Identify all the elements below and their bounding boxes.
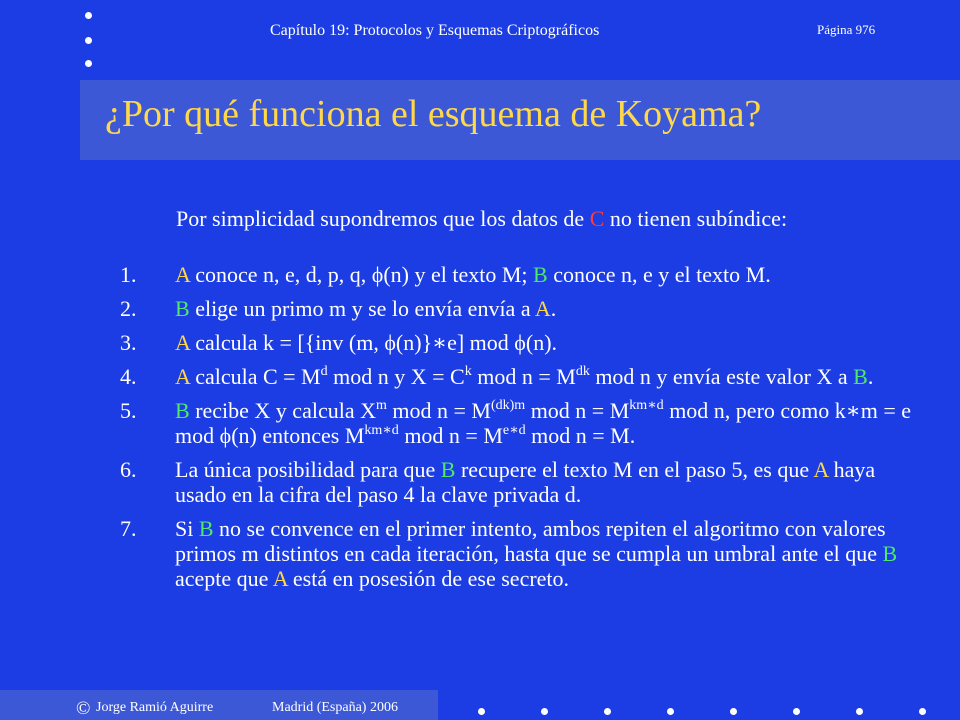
intro-text <box>176 206 787 232</box>
party-a-label: A <box>175 330 190 355</box>
footer-author: Jorge Ramió Aguirre <box>96 700 214 715</box>
step-number: 7. <box>120 516 137 541</box>
step-text: e] mod <box>447 330 515 355</box>
title-bar <box>80 80 960 160</box>
list-item <box>120 398 920 448</box>
exponent: km∗d <box>364 423 399 438</box>
party-b-label: B <box>198 516 214 541</box>
list-item <box>120 330 920 355</box>
step-number: 4. <box>120 364 137 389</box>
party-a-label: A <box>272 566 288 591</box>
decorative-dot <box>919 708 926 715</box>
decorative-dot <box>85 60 92 67</box>
list-item <box>120 364 920 389</box>
exponent: km∗d <box>629 398 664 413</box>
phi-symbol: ϕ <box>371 262 384 287</box>
step-number: 1. <box>120 262 137 287</box>
step-text: acepte que <box>175 566 273 591</box>
step-number: 5. <box>120 398 137 423</box>
exponent: m <box>375 398 387 413</box>
step-text: mod n = M <box>525 398 630 423</box>
decorative-dot <box>856 708 863 715</box>
step-text: mod n = M <box>386 398 491 423</box>
exponent: e∗d <box>502 423 526 438</box>
party-b-label: B <box>882 541 898 566</box>
exponent: d <box>320 364 328 379</box>
step-text: mod n = M <box>398 423 503 448</box>
step-text: Si <box>175 516 199 541</box>
step-text: mod n = M. <box>525 423 636 448</box>
party-a-label: A <box>175 364 190 389</box>
step-text: recibe X y calcula X <box>189 398 376 423</box>
party-a-label: A <box>534 296 551 321</box>
party-b-label: B <box>175 398 190 423</box>
step-text: m = e mod <box>175 398 912 448</box>
phi-symbol: ϕ <box>219 423 232 448</box>
slide-title: ¿Por qué funciona el esquema de Koyama? <box>105 93 762 135</box>
step-text: mod n = M <box>471 364 576 389</box>
step-number: 3. <box>120 330 137 355</box>
party-b-label: B <box>533 262 548 287</box>
decorative-dot <box>85 37 92 44</box>
steps-list <box>120 262 920 600</box>
step-text: mod n y envía este valor X a <box>589 364 854 389</box>
chapter-header: Capítulo 19: Protocolos y Esquemas Criptográficos <box>270 22 600 39</box>
multiply-symbol: ∗ <box>432 330 448 355</box>
step-text: haya usado en la cifra del paso 4 la clave privada d. <box>175 457 876 507</box>
step-text: recupere el texto M en el paso 5, es que <box>455 457 814 482</box>
exponent: k <box>464 364 472 379</box>
page-number: Página 976 <box>817 22 876 37</box>
list-item <box>120 516 920 591</box>
list-item <box>120 457 920 507</box>
step-number: 6. <box>120 457 137 482</box>
copyright-symbol: © <box>76 698 91 719</box>
list-item <box>120 262 920 287</box>
decorative-dot <box>604 708 611 715</box>
party-c-label: C <box>589 206 605 231</box>
party-b-label: B <box>175 296 190 321</box>
step-text: conoce n, e, d, p, q, <box>189 262 372 287</box>
step-number: 2. <box>120 296 137 321</box>
step-text: (n)} <box>395 330 433 355</box>
decorative-dot <box>478 708 485 715</box>
decorative-dot <box>667 708 674 715</box>
intro-before: Por simplicidad supondremos que los datos de <box>176 206 590 231</box>
decorative-dot <box>730 708 737 715</box>
step-text: (n). <box>525 330 558 355</box>
step-text: elige un primo m y se lo envía envía a <box>189 296 535 321</box>
step-text: conoce n, e y el texto M. <box>547 262 771 287</box>
phi-symbol: ϕ <box>514 330 526 355</box>
step-text: (n) y el texto M; <box>383 262 534 287</box>
footer-bar <box>0 690 438 720</box>
step-text: . <box>550 296 557 321</box>
exponent: (dk)m <box>490 398 526 413</box>
step-text: calcula C = M <box>189 364 321 389</box>
decorative-dot <box>541 708 548 715</box>
step-text: mod n, pero como k <box>663 398 846 423</box>
multiply-symbol: ∗ <box>845 398 861 423</box>
step-text: está en posesión de ese secreto. <box>287 566 570 591</box>
party-a-label: A <box>813 457 829 482</box>
step-text: mod n y X = C <box>327 364 465 389</box>
party-a-label: A <box>175 262 190 287</box>
step-text: La única posibilidad para que <box>175 457 441 482</box>
party-b-label: B <box>440 457 456 482</box>
footer-place: Madrid (España) 2006 <box>272 700 398 715</box>
intro-after: no tienen subíndice: <box>604 206 788 231</box>
phi-symbol: ϕ <box>384 330 396 355</box>
step-text: . <box>867 364 874 389</box>
decorative-dot <box>793 708 800 715</box>
step-text: calcula k = [{inv (m, <box>189 330 385 355</box>
exponent: dk <box>575 364 590 379</box>
step-text: (n) entonces M <box>231 423 365 448</box>
party-b-label: B <box>853 364 868 389</box>
step-text: no se convence en el primer intento, ambos repiten el algoritmo con valores primos m distintos en cada iteración, hasta que se cumpla un umbral ante el que <box>175 516 886 566</box>
list-item <box>120 296 920 321</box>
decorative-dot <box>85 12 92 19</box>
